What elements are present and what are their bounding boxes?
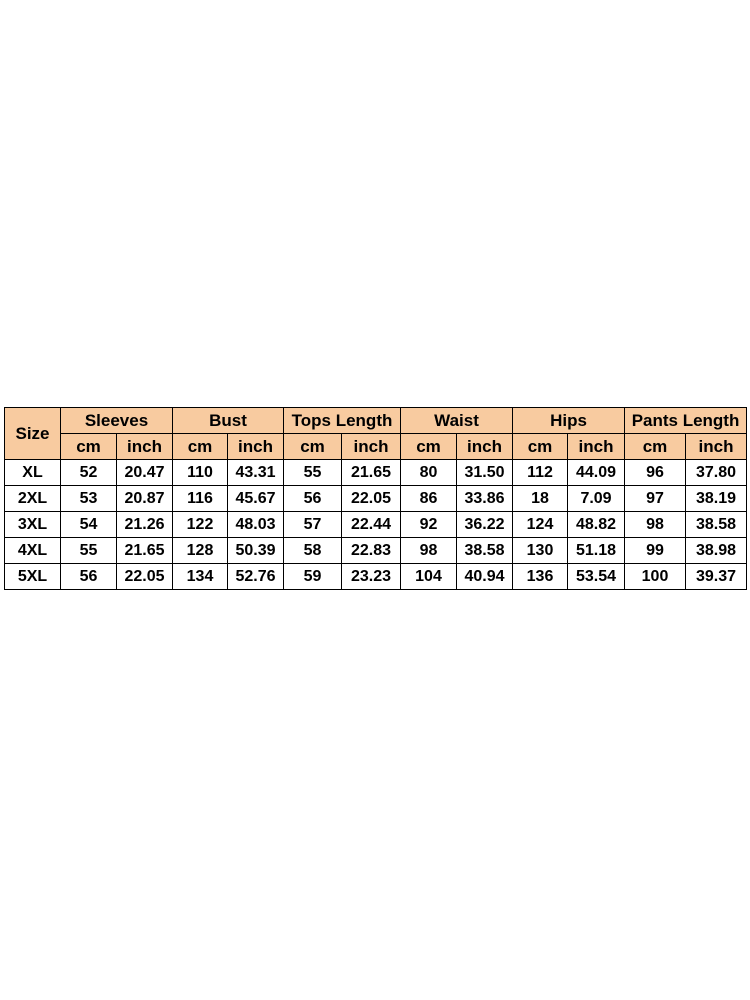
table-cell: 56 [284,486,342,512]
group-header-tops-length: Tops Length [284,408,401,434]
unit-header-cm: cm [173,434,228,460]
table-row [5,460,747,486]
table-cell: 96 [625,460,686,486]
unit-header-cm: cm [61,434,117,460]
unit-header-cm: cm [284,434,342,460]
table-cell: 52.76 [228,564,284,590]
group-header-waist: Waist [401,408,513,434]
table-cell: 37.80 [686,460,747,486]
unit-header-cm: cm [513,434,568,460]
table-cell: 53 [61,486,117,512]
table-cell: 51.18 [568,538,625,564]
table-cell: 20.87 [117,486,173,512]
table-row [5,512,747,538]
table-cell: 38.58 [686,512,747,538]
table-cell: 80 [401,460,457,486]
table-cell: 128 [173,538,228,564]
table-cell: 92 [401,512,457,538]
table-cell: 22.44 [342,512,401,538]
table-cell: 22.05 [342,486,401,512]
group-header-sleeves: Sleeves [61,408,173,434]
group-header-bust: Bust [173,408,284,434]
table-cell: 97 [625,486,686,512]
table-cell: 112 [513,460,568,486]
unit-header-cm: cm [401,434,457,460]
table-cell: 20.47 [117,460,173,486]
table-cell: 45.67 [228,486,284,512]
unit-header-inch: inch [117,434,173,460]
table-cell: 48.03 [228,512,284,538]
table-cell: 98 [625,512,686,538]
table-cell: 21.65 [117,538,173,564]
table-cell: 100 [625,564,686,590]
table-cell: 130 [513,538,568,564]
table-cell: 48.82 [568,512,625,538]
table-cell: 33.86 [457,486,513,512]
table-cell: 110 [173,460,228,486]
unit-header-inch: inch [342,434,401,460]
group-header-hips: Hips [513,408,625,434]
table-cell: 52 [61,460,117,486]
table-cell: 55 [61,538,117,564]
table-cell: 86 [401,486,457,512]
size-cell: 4XL [5,538,61,564]
table-cell: 116 [173,486,228,512]
table-cell: 122 [173,512,228,538]
table-cell: 99 [625,538,686,564]
size-cell: 3XL [5,512,61,538]
table-cell: 21.65 [342,460,401,486]
table-cell: 40.94 [457,564,513,590]
size-cell: 5XL [5,564,61,590]
table-cell: 38.19 [686,486,747,512]
table-cell: 7.09 [568,486,625,512]
table-row [5,564,747,590]
table-cell: 44.09 [568,460,625,486]
table-cell: 58 [284,538,342,564]
group-header-pants-length: Pants Length [625,408,747,434]
table-cell: 43.31 [228,460,284,486]
table-cell: 56 [61,564,117,590]
table-cell: 57 [284,512,342,538]
table-cell: 50.39 [228,538,284,564]
table-cell: 54 [61,512,117,538]
unit-header-inch: inch [686,434,747,460]
table-cell: 21.26 [117,512,173,538]
unit-header-row [5,434,747,460]
table-cell: 104 [401,564,457,590]
unit-header-inch: inch [568,434,625,460]
table-cell: 55 [284,460,342,486]
table-cell: 18 [513,486,568,512]
size-cell: XL [5,460,61,486]
table-cell: 134 [173,564,228,590]
unit-header-inch: inch [228,434,284,460]
group-header-row [5,408,747,434]
table-cell: 39.37 [686,564,747,590]
table-row [5,538,747,564]
table-cell: 59 [284,564,342,590]
unit-header-inch: inch [457,434,513,460]
table-cell: 22.05 [117,564,173,590]
table-row [5,486,747,512]
size-chart-table [4,407,747,590]
table-cell: 36.22 [457,512,513,538]
unit-header-cm: cm [625,434,686,460]
size-cell: 2XL [5,486,61,512]
table-cell: 31.50 [457,460,513,486]
table-cell: 38.98 [686,538,747,564]
table-cell: 98 [401,538,457,564]
table-cell: 38.58 [457,538,513,564]
table-cell: 53.54 [568,564,625,590]
table-cell: 23.23 [342,564,401,590]
table-cell: 22.83 [342,538,401,564]
size-column-header: Size [5,408,61,460]
table-cell: 124 [513,512,568,538]
table-cell: 136 [513,564,568,590]
